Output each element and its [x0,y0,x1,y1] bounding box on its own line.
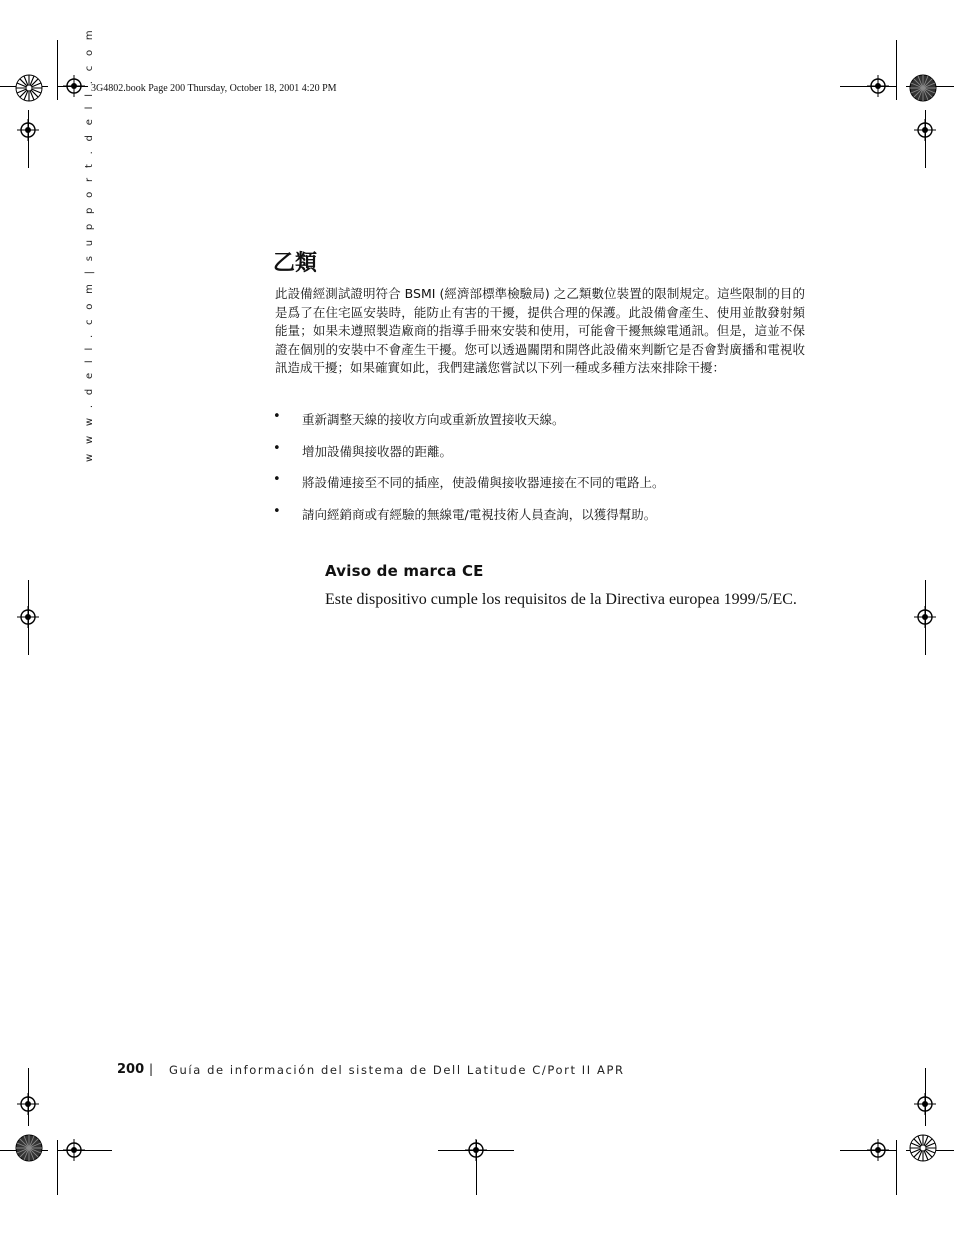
section-heading-zh: 乙類 [273,251,318,276]
footer-title: Guía de información del sistema de Dell Latitude C/Port II APR [169,1063,625,1077]
bullet-icon: • [273,409,281,424]
bullet-icon: • [273,504,281,519]
star-wheel-dark-icon [909,74,937,102]
list-item-text: 增加設備與接收器的距離。 [302,444,453,459]
section-heading-ce: Aviso de marca CE [325,562,484,580]
star-wheel-dark-icon [15,1134,43,1162]
registration-target-icon [17,606,39,628]
star-wheel-icon [15,74,43,102]
registration-target-icon [914,606,936,628]
list-item-text: 將設備連接至不同的插座，使設備與接收器連接在不同的電路上。 [302,475,665,490]
registration-target-icon [465,1139,487,1161]
bullet-icon: • [273,441,281,456]
registration-target-icon [914,119,936,141]
registration-target-icon [63,1139,85,1161]
section-paragraph-zh: 此設備經測試證明符合 BSMI (經濟部標準檢驗局) 之乙類數位裝置的限制規定。這些限制的目的是爲了在住宅區安裝時，能防止有害的干擾，提供合理的保護。此設備會產生、使用並散發射頻能量；如果未遵照製造廠商的指導手冊來安裝和使用，可能會干擾無線電通訊。但是，這並不保證在個別的安裝中不會產生干擾。您可以透過關閉和開啓此設備來判斷它是否會對廣播和電視收訊造成干擾；如果確實如此，我們建議您嘗試以下列一種或多種方法來排除干擾： [275,286,805,375]
registration-target-icon [914,1093,936,1115]
star-wheel-icon [909,1134,937,1162]
bullet-icon: • [273,472,281,487]
section-body-ce: Este dispositivo cumple los requisitos de la Directiva europea 1999/5/EC. [325,591,797,608]
list-item-text: 請向經銷商或有經驗的無線電/電視技術人員查詢，以獲得幫助。 [302,507,657,522]
registration-target-icon [867,1139,889,1161]
list-item-text: 重新調整天線的接收方向或重新放置接收天線。 [302,412,565,427]
side-url-text: w w w . d e l l . c o m | s u p p o r t . d e l l . c o m [84,27,95,462]
file-header-info: 3G4802.book Page 200 Thursday, October 18, 2001 4:20 PM [91,83,337,94]
registration-target-icon [867,75,889,97]
registration-target-icon [63,75,85,97]
page-number: 200 [117,1062,145,1077]
registration-target-icon [17,119,39,141]
footer-separator: | [149,1062,154,1076]
registration-target-icon [17,1093,39,1115]
